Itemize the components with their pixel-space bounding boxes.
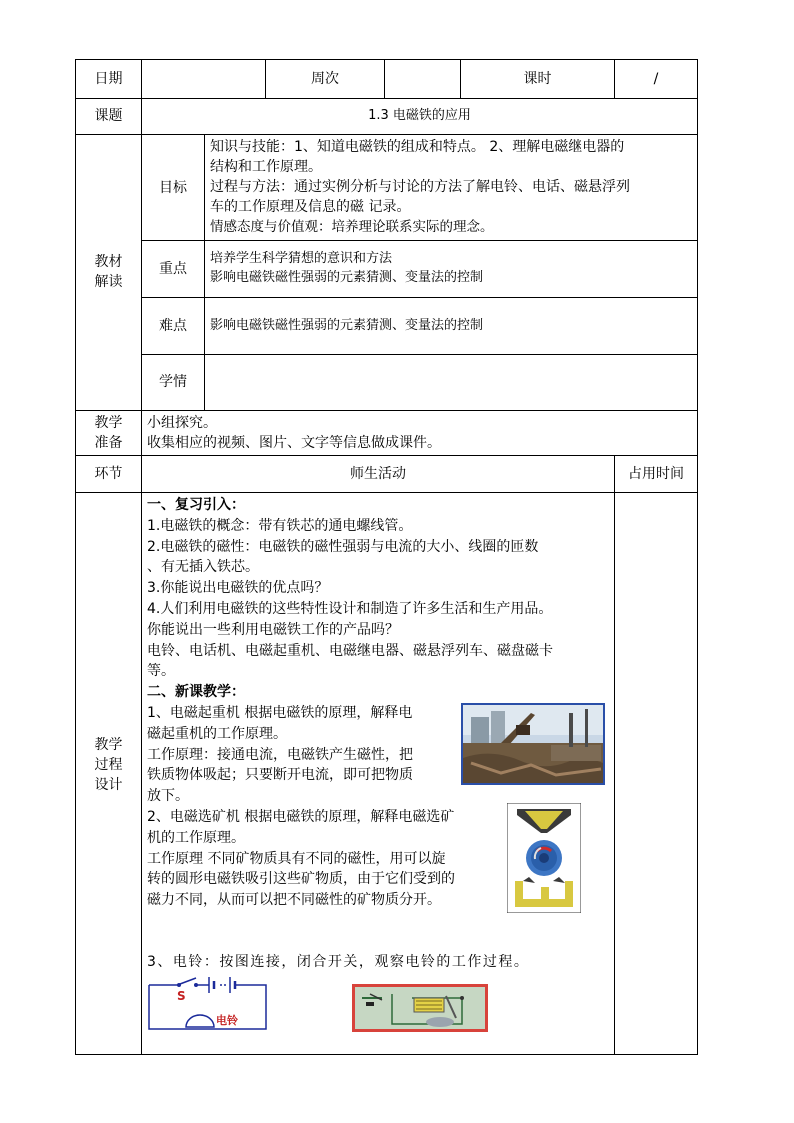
review-line: 4.人们利用电磁铁的这些特性设计和制造了许多生活和生产用品。: [147, 600, 553, 617]
circuit-switch-label: S: [177, 989, 186, 1003]
separator-line: 转的圆形电磁铁吸引这些矿物质，由于它们受到的: [147, 871, 455, 888]
analysis-label-line: 解读: [94, 274, 123, 290]
separator-line: 工作原理 不同矿物质具有不同的磁性，用可以旋: [147, 850, 446, 867]
table-rule: [141, 240, 698, 241]
period-label: 课时: [523, 71, 552, 87]
review-line: 等。: [147, 663, 175, 680]
table-border-top: [75, 59, 698, 60]
process-label-line: 设计: [94, 777, 123, 793]
analysis-label-line: 教材: [94, 254, 123, 270]
week-label: 周次: [311, 71, 339, 87]
process-label: [76, 735, 141, 795]
difficulty-text: 影响电磁铁磁性强弱的元素猜测、变量法的控制: [210, 318, 484, 333]
process-label-line: 过程: [94, 757, 123, 773]
prep-line: 收集相应的视频、图片、文字等信息做成课件。: [147, 435, 441, 451]
review-line: 2.电磁铁的磁性：电磁铁的磁性强弱与电流的大小、线圈的匝数: [147, 538, 539, 555]
prep-label-line: 教学: [94, 415, 123, 431]
topic-value: 1.3 电磁铁的应用: [368, 108, 471, 123]
separator-line: 磁力不同，从而可以把不同磁性的矿物质分开。: [147, 892, 441, 909]
table-rule: [141, 354, 698, 355]
goal-line: 结构和工作原理。: [210, 159, 322, 175]
activity-header: 师生活动: [350, 466, 406, 482]
review-line: 电铃、电话机、电磁起重机、电磁继电器、磁悬浮列车、磁盘磁卡: [147, 642, 553, 659]
table-rule: [75, 134, 698, 135]
goal-line: 知识与技能：1、知道电磁铁的组成和特点。 2、理解电磁继电器的: [210, 139, 625, 155]
table-rule: [141, 59, 142, 1055]
key-label: 重点: [159, 261, 187, 277]
table-border-right: [697, 59, 698, 1055]
process-label-line: 教学: [94, 737, 123, 753]
difficulty-label: 难点: [159, 318, 187, 334]
prep-label: [76, 413, 141, 453]
key-line: 培养学生科学猜想的意识和方法: [210, 251, 393, 266]
key-text: [210, 249, 483, 287]
review-line: 、有无插入铁芯。: [147, 559, 259, 576]
goal-text: [210, 137, 630, 237]
prep-text: [147, 413, 441, 453]
table-border-bottom: [75, 1054, 698, 1055]
table-rule: [204, 134, 205, 411]
period-value: /: [653, 71, 659, 87]
new-lesson-heading: 二、新课教学：: [147, 684, 245, 701]
separator-line: 2、电磁选矿机 根据电磁铁的原理，解释电磁选矿: [147, 808, 455, 825]
table-border-left: [75, 59, 76, 1055]
crane-line: 铁质物体吸起；只要断开电流，即可把物质: [147, 767, 413, 784]
situation-label: 学情: [159, 374, 187, 390]
review-line: 1.电磁铁的概念：带有铁芯的通电螺线管。: [147, 517, 413, 534]
analysis-label: [76, 252, 141, 292]
review-line: 你能说出一些利用电磁铁工作的产品吗？: [147, 621, 399, 638]
crane-line: 工作原理：接通电流，电磁铁产生磁性，把: [147, 746, 413, 763]
prep-label-line: 准备: [94, 435, 123, 451]
prep-line: 小组探究。: [147, 415, 217, 431]
review-line: 3.你能说出电磁铁的优点吗？: [147, 580, 329, 597]
table-rule: [614, 455, 615, 1055]
table-rule: [75, 98, 698, 99]
bell-line: 3、电铃：按图连接，闭合开关，观察电铃的工作过程。: [147, 954, 530, 970]
crane-line: 放下。: [147, 788, 189, 805]
ore-separator-diagram: [507, 803, 581, 913]
circuit-bell-label: 电铃: [216, 1014, 238, 1027]
review-heading: 一、复习引入：: [147, 497, 245, 513]
table-rule: [141, 297, 698, 298]
crane-line: 1、电磁起重机 根据电磁铁的原理，解释电: [147, 704, 413, 721]
crane-photo: [461, 703, 605, 785]
table-rule: [384, 59, 385, 99]
table-rule: [75, 410, 698, 411]
separator-line: 机的工作原理。: [147, 829, 245, 846]
stage-header: 环节: [94, 466, 123, 482]
table-rule: [75, 455, 698, 456]
bell-circuit-diagram: [146, 975, 270, 1033]
goal-line: 车的工作原理及信息的磁 记录。: [210, 199, 411, 215]
key-line: 影响电磁铁磁性强弱的元素猜测、变量法的控制: [210, 270, 484, 285]
electric-bell-illustration: [352, 984, 488, 1032]
goal-line: 过程与方法：通过实例分析与讨论的方法了解电铃、电话、磁悬浮列: [210, 179, 630, 195]
date-label: 日期: [94, 71, 123, 87]
goal-line: 情感态度与价值观：培养理论联系实际的理念。: [210, 219, 494, 235]
goal-label: 目标: [159, 180, 187, 196]
time-header: 占用时间: [628, 466, 684, 482]
crane-line: 磁起重机的工作原理。: [147, 725, 287, 742]
topic-label: 课题: [94, 108, 123, 124]
table-rule: [75, 492, 698, 493]
